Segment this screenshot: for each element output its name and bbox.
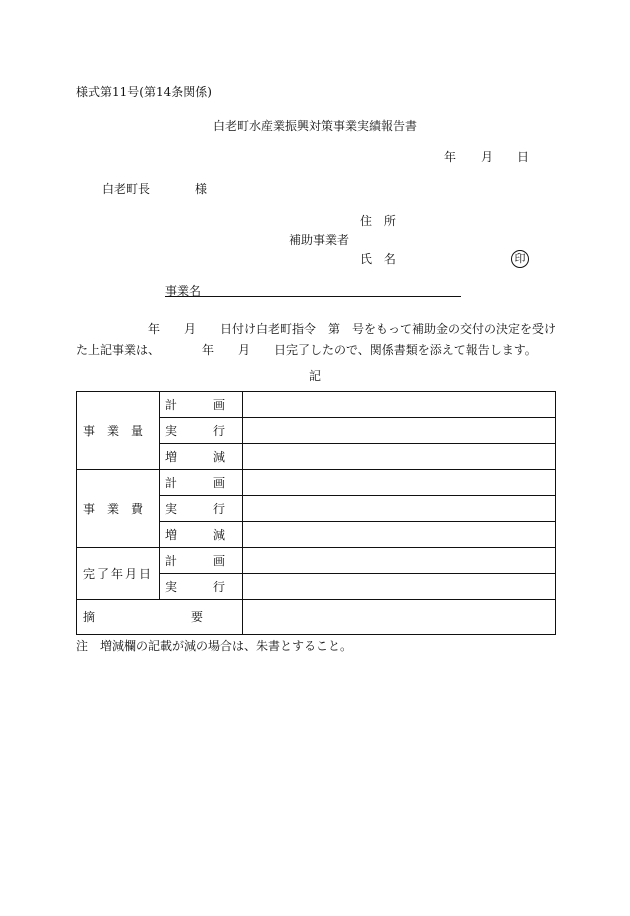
row-label-plan: 計 画 xyxy=(165,476,226,490)
project-name-underline xyxy=(165,296,461,297)
ki-heading: 記 xyxy=(309,369,322,383)
table-rule xyxy=(77,547,556,548)
summary-value-cell xyxy=(243,600,556,635)
group-label-cost: 事 業 費 xyxy=(83,502,144,516)
body-text-line-1: 年 月 日付け白老町指令 第 号をもって補助金の交付の決定を受け xyxy=(148,322,557,336)
value-cell xyxy=(243,392,556,417)
table-rule xyxy=(159,521,556,522)
table-rule xyxy=(159,443,556,444)
footnote: 注 増減欄の記載が減の場合は、朱書とすること。 xyxy=(76,639,353,653)
row-label-plan: 計 画 xyxy=(165,398,226,412)
row-label-change: 増 減 xyxy=(165,528,226,542)
row-label-actual: 実 行 xyxy=(165,502,226,516)
table-rule xyxy=(242,392,243,635)
seal-mark: 印 xyxy=(511,250,529,268)
row-label-actual: 実 行 xyxy=(165,580,226,594)
table-rule xyxy=(159,573,556,574)
date-year: 年 xyxy=(444,150,457,164)
addressee-name: 白老町長 xyxy=(102,182,151,196)
report-table xyxy=(76,391,556,635)
form-number: 様式第11号(第14条関係) xyxy=(76,85,212,99)
applicant-role-label: 補助事業者 xyxy=(289,233,350,247)
group-label-quantity: 事 業 量 xyxy=(83,424,144,438)
row-label-change: 増 減 xyxy=(165,450,226,464)
group-label-completion-date: 完了年月日 xyxy=(83,567,154,581)
document-title: 白老町水産業振興対策事業実績報告書 xyxy=(213,119,418,133)
date-month: 月 xyxy=(481,150,494,164)
body-text-line-2: た上記事業は、 年 月 日完了したので、関係書類を添えて報告します。 xyxy=(76,343,537,357)
table-rule xyxy=(159,417,556,418)
addressee-honorific: 様 xyxy=(195,182,208,196)
table-rule xyxy=(77,469,556,470)
table-rule xyxy=(159,392,160,599)
date-day: 日 xyxy=(517,150,530,164)
address-label: 住 所 xyxy=(360,214,400,228)
table-rule xyxy=(159,495,556,496)
summary-label: 摘 要 xyxy=(83,610,204,624)
project-name-label: 事業名 xyxy=(165,284,202,298)
row-label-plan: 計 画 xyxy=(165,554,226,568)
name-label: 氏 名 xyxy=(360,252,400,266)
row-label-actual: 実 行 xyxy=(165,424,226,438)
